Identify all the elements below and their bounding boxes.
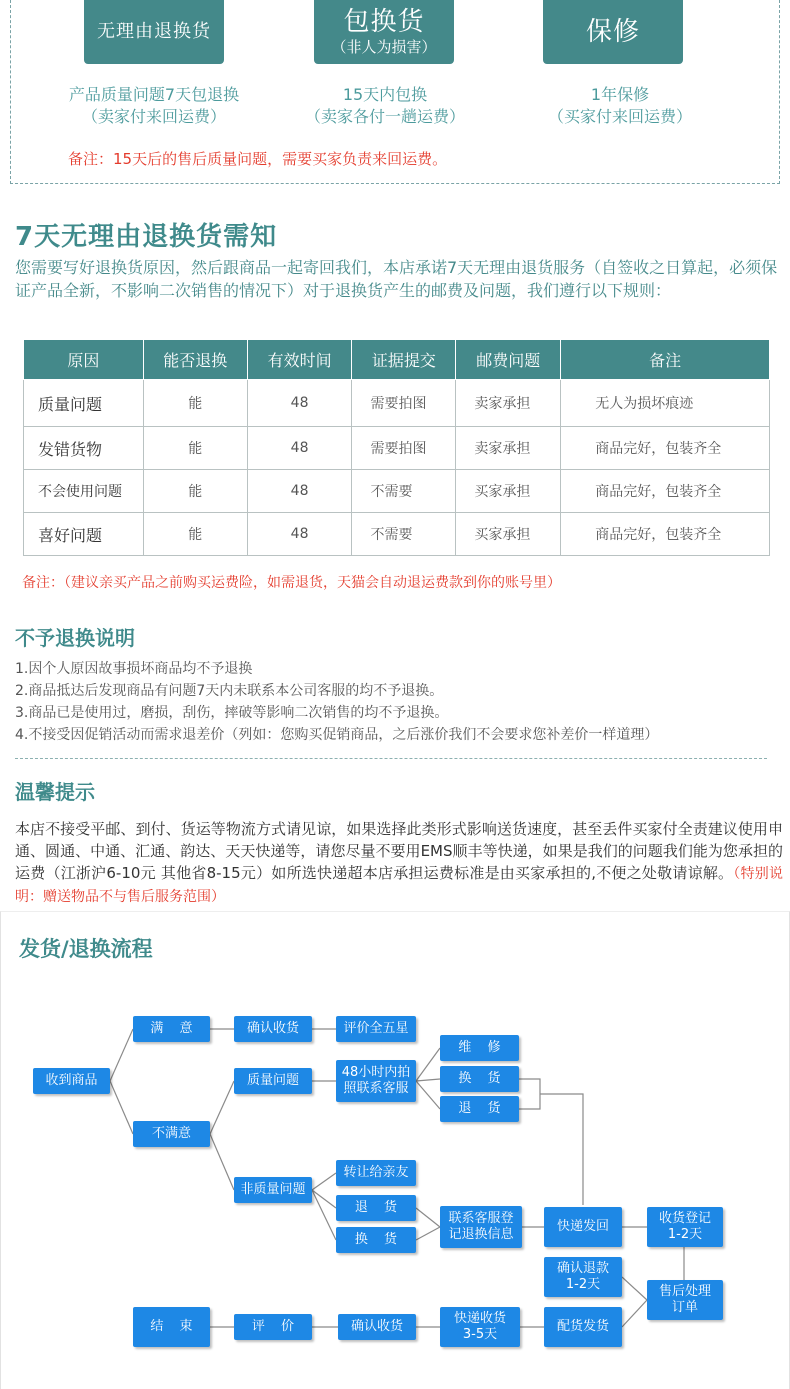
no-return-title: 不予退换说明 <box>15 626 135 650</box>
flow-node-evaluate: 评 价 <box>234 1314 312 1340</box>
table-cell: 商品完好，包装齐全 <box>561 513 770 556</box>
service-desc-line: 产品质量问题7天包退换 <box>68 85 240 104</box>
flow-node-ship-back: 快递发回 <box>544 1207 622 1247</box>
service-desc-line: 1年保修 <box>590 85 650 104</box>
flow-node-transfer: 转让给亲友 <box>336 1160 416 1186</box>
table-cell: 48 <box>247 380 352 427</box>
table-header: 备注 <box>561 340 770 380</box>
table-cell: 不会使用问题 <box>24 470 144 513</box>
table-cell: 不需要 <box>352 513 456 556</box>
flow-node-receive: 收到商品 <box>33 1068 110 1094</box>
flow-node-quality: 质量问题 <box>234 1068 312 1094</box>
list-item: 2.商品抵达后发现商品有问题7天内未联系本公司客服的均不予退换。 <box>15 683 444 699</box>
flow-node-express-receive: 快递收货 3-5天 <box>440 1307 520 1347</box>
table-cell: 卖家承担 <box>456 427 561 470</box>
flow-node-register-info: 联系客服登记退换信息 <box>440 1206 522 1248</box>
flow-node-confirm-receipt: 确认收货 <box>234 1016 312 1042</box>
flow-title: 发货/退换流程 <box>19 937 153 961</box>
flow-node-return2: 退 货 <box>336 1195 416 1221</box>
return-notice-intro: 您需要写好退换货原因，然后跟商品一起寄回我们，本店承诺7天无理由退货服务（自签收之日算起，必须保证产品全新，不影响二次销售的情况下）对于退换货产生的邮费及问题，我们遵行以下规则： <box>15 258 778 300</box>
table-cell: 商品完好，包装齐全 <box>561 470 770 513</box>
table-cell: 能 <box>143 470 247 513</box>
table-header: 能否退换 <box>143 340 247 380</box>
table-cell: 买家承担 <box>456 470 561 513</box>
top-note: 备注：15天后的售后质量问题，需要买家负责来回运费。 <box>68 150 448 168</box>
flow-node-five-star: 评价全五星 <box>336 1016 416 1042</box>
table-cell: 需要拍图 <box>352 427 456 470</box>
table-cell: 喜好问题 <box>24 513 144 556</box>
tips-title: 温馨提示 <box>15 780 95 804</box>
list-item: 3.商品已是使用过，磨损，刮伤，摔破等影响二次销售的均不予退换。 <box>15 705 449 721</box>
service-title: 无理由退换货 <box>97 21 211 42</box>
list-item: 4.不接受因促销活动而需求退差价（列如：您购买促销商品，之后涨价我们不会要求您补差价一样道理） <box>15 727 659 743</box>
table-header: 有效时间 <box>247 340 352 380</box>
table-cell: 48 <box>247 427 352 470</box>
table-cell: 无人为损坏痕迹 <box>561 380 770 427</box>
table-cell: 卖家承担 <box>456 380 561 427</box>
service-title: 包换货 <box>343 7 425 37</box>
flow-node-repair: 维 修 <box>440 1035 519 1061</box>
flow-node-after-sales: 售后处理订单 <box>647 1280 723 1320</box>
service-title: 保修 <box>585 17 640 47</box>
service-desc-line: （卖家各付一趟运费） <box>304 107 465 126</box>
flow-node-contact-48h: 48小时内拍照联系客服 <box>336 1060 416 1102</box>
service-desc-line: 15天内包换 <box>342 85 428 104</box>
table-cell: 能 <box>143 380 247 427</box>
service-desc-line: （卖家付来回运费） <box>81 107 226 126</box>
list-item: 1.因个人原因故事损坏商品均不予退换 <box>15 661 253 677</box>
tips-text: 本店不接受平邮、到付、货运等物流方式请见谅，如果选择此类形式影响送货速度，甚至丢件买家付全责建议使用申通、圆通、中通、汇通、韵达、天天快递等，请您尽量不要用EMS顺丰等快递，如果是我们的问题我们能为您承担的运费（江浙沪6-10元 其他省8-15元）如所选快递超本店承担运费标准是由买家承担的,不便之处敬请谅解。 <box>15 820 783 882</box>
flow-node-exchange: 换 货 <box>440 1066 519 1092</box>
table-header: 证据提交 <box>352 340 456 380</box>
service-desc-line: （买家付来回运费） <box>547 107 692 126</box>
flow-node-confirm-receipt2: 确认收货 <box>338 1314 416 1340</box>
flow-node-non-quality: 非质量问题 <box>234 1177 312 1203</box>
flow-node-end: 结 束 <box>133 1307 210 1347</box>
flow-node-confirm-refund: 确认退款 1-2天 <box>544 1257 622 1297</box>
table-cell: 买家承担 <box>456 513 561 556</box>
tips-special-note: （特别说明：赠送物品不与售后服务范围） <box>15 866 783 905</box>
flow-node-dispatch: 配货发货 <box>544 1307 622 1347</box>
service-subtitle: （非人为损害） <box>331 38 437 56</box>
flow-node-exchange2: 换 货 <box>336 1227 416 1253</box>
table-note: 备注：（建议亲买产品之前购买运费险，如需退货，天猫会自动退运费款到你的账号里） <box>22 575 561 591</box>
flow-node-satisfied: 满 意 <box>133 1016 210 1042</box>
table-cell: 48 <box>247 470 352 513</box>
flow-node-return: 退 货 <box>440 1096 519 1122</box>
table-cell: 需要拍图 <box>352 380 456 427</box>
table-cell: 发错货物 <box>24 427 144 470</box>
flow-node-receive-register: 收货登记 1-2天 <box>647 1207 723 1247</box>
table-cell: 不需要 <box>352 470 456 513</box>
table-header: 邮费问题 <box>456 340 561 380</box>
table-cell: 能 <box>143 427 247 470</box>
table-cell: 48 <box>247 513 352 556</box>
table-header: 原因 <box>24 340 144 380</box>
table-cell: 商品完好，包装齐全 <box>561 427 770 470</box>
table-cell: 质量问题 <box>24 380 144 427</box>
flow-node-unsatisfied: 不满意 <box>133 1121 210 1147</box>
return-notice-title: 7天无理由退换货需知 <box>15 222 278 252</box>
table-cell: 能 <box>143 513 247 556</box>
